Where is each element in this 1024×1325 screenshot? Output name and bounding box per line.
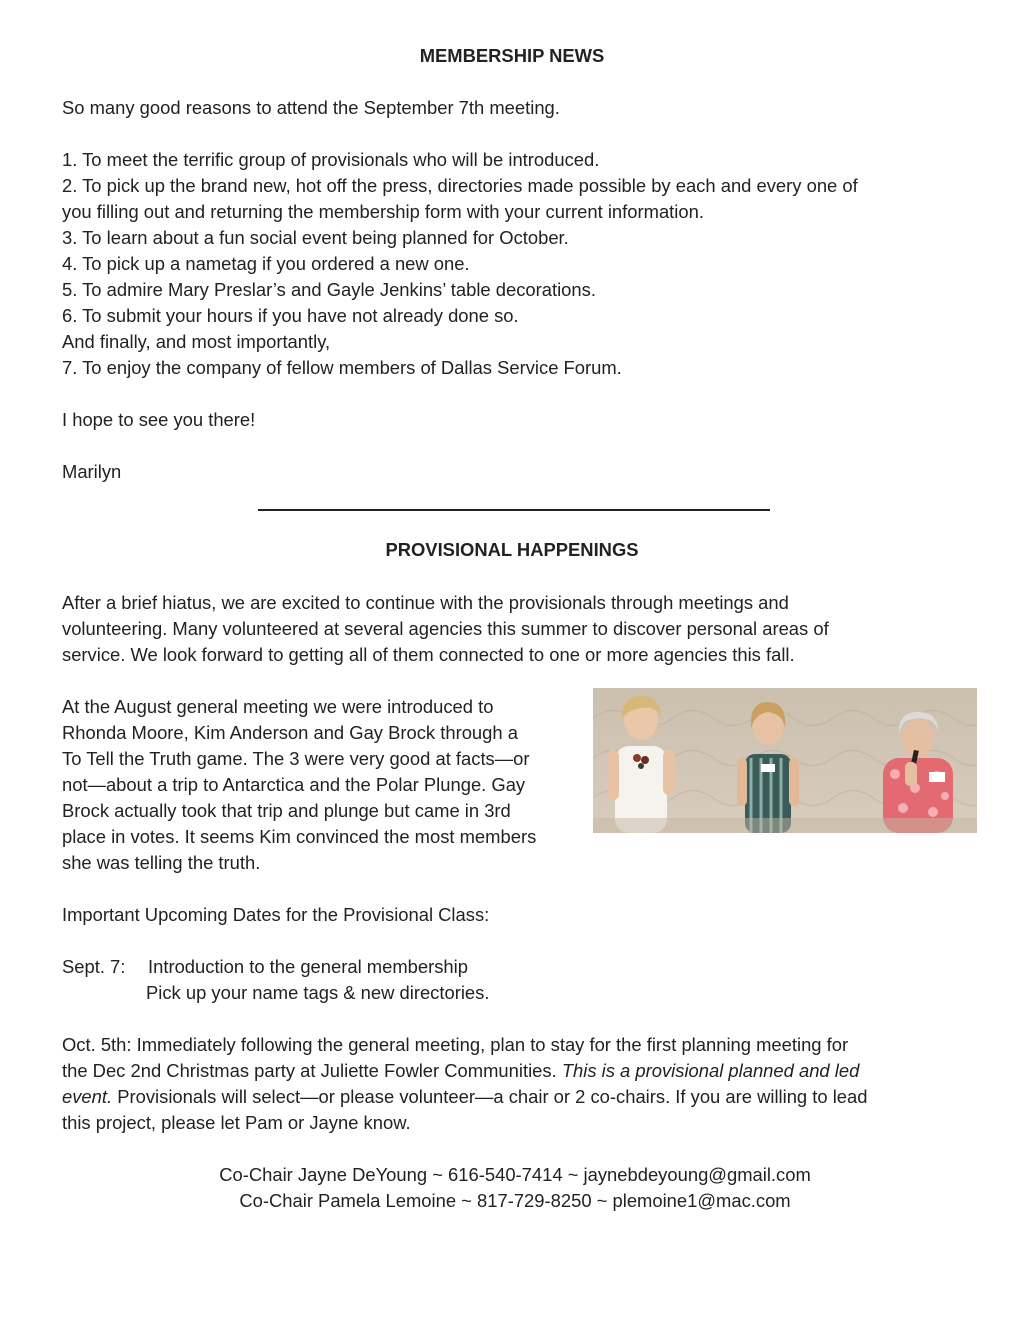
paragraph-line: volunteering. Many volunteered at several agencies this summer to discover personal areas of — [62, 618, 829, 639]
reason-line: 7. To enjoy the company of fellow members of Dallas Service Forum. — [62, 357, 622, 378]
sept-line: Pick up your name tags & new directories. — [146, 982, 490, 1003]
paragraph-line: Rhonda Moore, Kim Anderson and Gay Brock through a — [62, 722, 518, 743]
sept-date-label: Sept. 7: — [62, 956, 126, 977]
reason-line: And finally, and most importantly, — [62, 331, 331, 352]
reason-line: 5. To admire Mary Preslar’s and Gayle Jenkins’ table decorations. — [62, 279, 596, 300]
paragraph-line: service. We look forward to getting all of them connected to one or more agencies this fall. — [62, 644, 795, 665]
oct-text: Provisionals will select—or please volunteer—a chair or 2 co-chairs. If you are willing to lead — [112, 1086, 868, 1107]
paragraph-line: To Tell the Truth game. The 3 were very good at facts—or — [62, 748, 530, 769]
reason-line: 3. To learn about a fun social event being planned for October. — [62, 227, 569, 248]
paragraph-line: At the August general meeting we were introduced to — [62, 696, 494, 717]
oct-line — [62, 1060, 859, 1082]
paragraph-line: she was telling the truth. — [62, 852, 261, 873]
cochair-contact: Co-Chair Jayne DeYoung ~ 616-540-7414 ~ jaynebdeyoung@gmail.com — [219, 1164, 811, 1185]
paragraph-line: place in votes. It seems Kim convinced the most members — [62, 826, 537, 847]
paragraph-line: Brock actually took that trip and plunge but came in 3rd — [62, 800, 511, 821]
section-divider — [258, 509, 770, 511]
paragraph-line: After a brief hiatus, we are excited to continue with the provisionals through meetings and — [62, 592, 789, 613]
membership-intro: So many good reasons to attend the September 7th meeting. — [62, 97, 560, 118]
closing-line: I hope to see you there! — [62, 409, 256, 430]
sept-line: Introduction to the general membership — [148, 956, 468, 977]
dates-heading: Important Upcoming Dates for the Provisional Class: — [62, 904, 490, 925]
cochair-contact: Co-Chair Pamela Lemoine ~ 817-729-8250 ~ plemoine1@mac.com — [239, 1190, 791, 1211]
reason-line: 4. To pick up a nametag if you ordered a new one. — [62, 253, 470, 274]
provisionals-photo — [593, 688, 977, 833]
paragraph-line: not—about a trip to Antarctica and the Polar Plunge. Gay — [62, 774, 526, 795]
membership-news-title: MEMBERSHIP NEWS — [419, 45, 605, 66]
oct-line: Oct. 5th: Immediately following the general meeting, plan to stay for the first planning meeting for — [62, 1034, 849, 1055]
oct-italic-text: event. — [62, 1086, 113, 1107]
oct-line — [62, 1086, 867, 1108]
reason-line: 2. To pick up the brand new, hot off the press, directories made possible by each and every one of — [62, 175, 858, 196]
signature: Marilyn — [62, 461, 122, 482]
reason-line: you filling out and returning the membership form with your current information. — [62, 201, 704, 222]
oct-italic-text: This is a provisional planned and led — [561, 1060, 860, 1081]
provisional-happenings-title: PROVISIONAL HAPPENINGS — [385, 539, 639, 560]
reason-line: 1. To meet the terrific group of provisionals who will be introduced. — [62, 149, 600, 170]
oct-line: this project, please let Pam or Jayne know. — [62, 1112, 411, 1133]
reason-line: 6. To submit your hours if you have not already done so. — [62, 305, 519, 326]
oct-text: the Dec 2nd Christmas party at Juliette Fowler Communities. — [62, 1060, 562, 1081]
